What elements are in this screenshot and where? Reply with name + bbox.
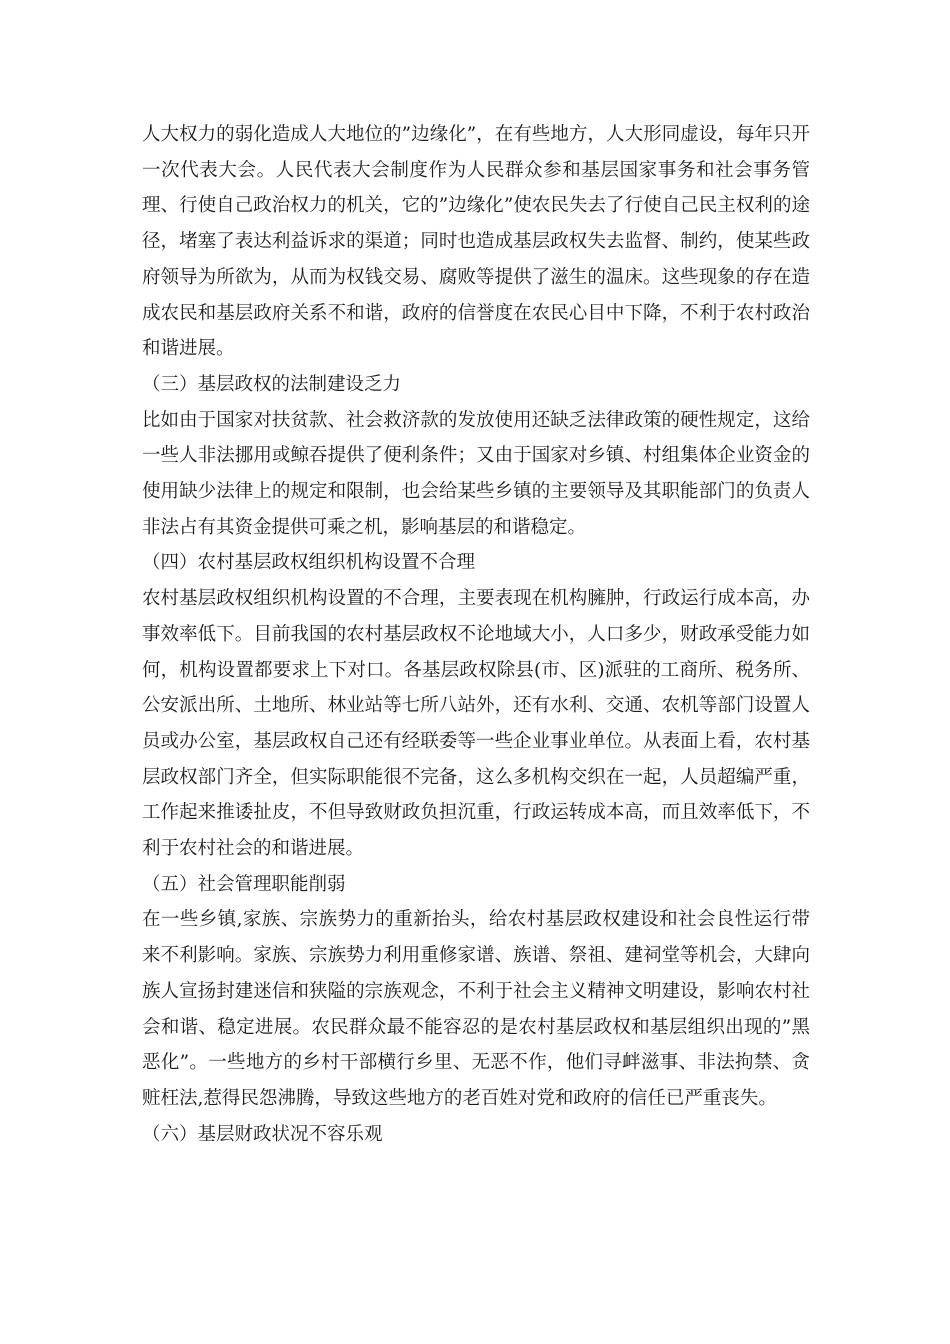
document-page (142, 117, 810, 1152)
paragraph-1: 人大权力的弱化造成人大地位的”边缘化”，在有些地方，人大形同虚设，每年只开一次代表大会。人民代表大会制度作为人民群众参和基层国家事务和社会事务管理、行使自己政治权力的机关，它的”边缘化”使农民失去了行使自己民主权利的途径，堵塞了表达利益诉求的渠道；同时也造成基层政权失去监督、制约，使某些政府领导为所欲为，从而为权钱交易、腐败等提供了滋生的温床。这些现象的存在造成农民和基层政府关系不和谐，政府的信誉度在农民心目中下降，不利于农村政治和谐进展。 (142, 124, 810, 360)
section-heading-5: （五）社会管理职能削弱 (142, 873, 346, 895)
paragraph-4: 在一些乡镇,家族、宗族势力的重新抬头，给农村基层政权建设和社会良性运行带来不利影响。家族、宗族势力利用重修家谱、族谱、祭祖、建祠堂等机会，大肆向族人宣扬封建迷信和狭隘的宗族观念，不利于社会主义精神文明建设，影响农村社会和谐、稳定进展。农民群众最不能容忍的是农村基层政权和基层组织出现的”黑恶化”。一些地方的乡村干部横行乡里、无恶不作，他们寻衅滋事、非法拘禁、贪赃枉法,惹得民怨沸腾，导致这些地方的老百姓对党和政府的信任已严重丧失。 (142, 909, 810, 1109)
paragraph-2: 比如由于国家对扶贫款、社会救济款的发放使用还缺乏法律政策的硬性规定，这给一些人非法挪用或鲸吞提供了便利条件；又由于国家对乡镇、村组集体企业资金的使用缺少法律上的规定和限制，也会给某些乡镇的主要领导及其职能部门的负责人非法占有其资金提供可乘之机，影响基层的和谐稳定。 (142, 409, 810, 538)
paragraph-3: 农村基层政权组织机构设置的不合理，主要表现在机构臃肿，行政运行成本高，办事效率低下。目前我国的农村基层政权不论地域大小，人口多少，财政承受能力如何，机构设置都要求上下对口。各基层政权除县(市、区)派驻的工商所、税务所、公安派出所、土地所、林业站等七所八站外，还有水利、交通、农机等部门设置人员或办公室，基层政权自己还有经联委等一些企业事业单位。从表面上看，农村基层政权部门齐全，但实际职能很不完备，这么多机构交织在一起，人员超编严重，工作起来推诿扯皮，不但导致财政负担沉重，行政运转成本高，而且效率低下，不利于农村社会的和谐进展。 (142, 588, 810, 860)
section-heading-6: （六）基层财政状况不容乐观 (142, 1123, 383, 1145)
section-heading-4: （四）农村基层政权组织机构设置不合理 (142, 552, 476, 574)
section-heading-3: （三）基层政权的法制建设乏力 (142, 373, 402, 395)
